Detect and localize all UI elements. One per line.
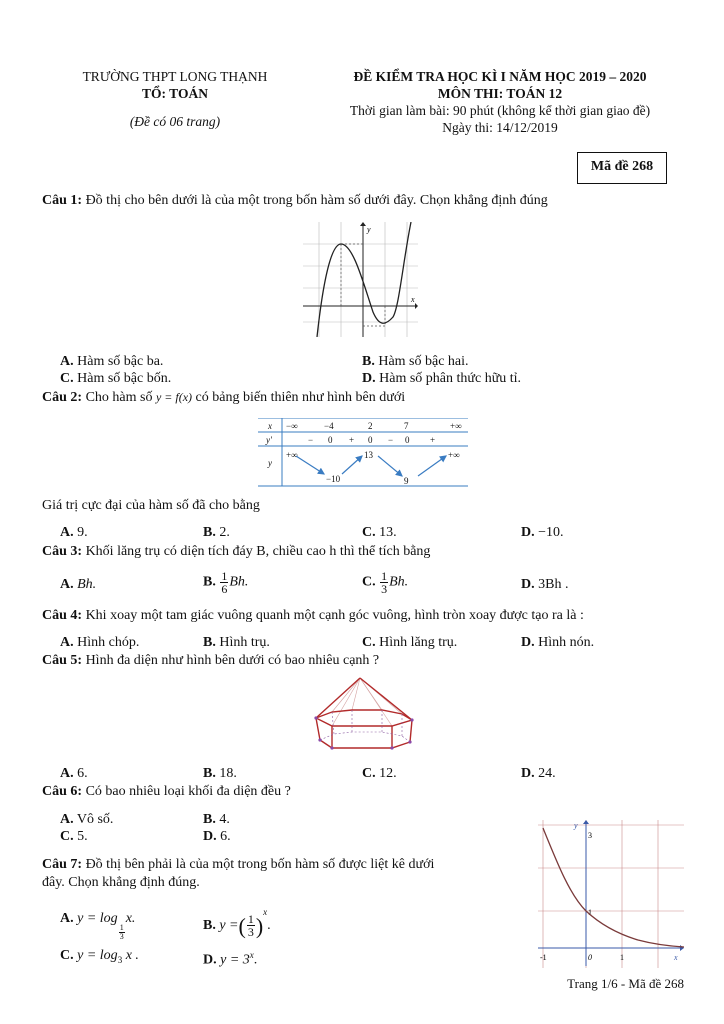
y-value: +∞ (286, 450, 298, 460)
question-6: Câu 6: Có bao nhiêu loại khối đa diện đều ? (42, 784, 291, 799)
q7-exponential-graph (538, 820, 684, 968)
question-label: Câu 1: (42, 193, 83, 208)
table-y-label: y (268, 458, 272, 468)
tick-label: 0 (588, 953, 592, 962)
x-value: 7 (404, 421, 409, 431)
q4-option-c[interactable]: C. Hình lăng trụ. (362, 635, 458, 650)
cubic-curve (317, 222, 411, 337)
question-2-prompt: Giá trị cực đại của hàm số đã cho bằng (42, 498, 260, 513)
q4-option-d[interactable]: D. Hình nón. (521, 635, 595, 650)
graph-grid (538, 820, 684, 968)
q5-option-c[interactable]: C. 12. (362, 766, 397, 781)
q4-option-a[interactable]: A. Hình chóp. (60, 635, 140, 650)
q1-cubic-graph (303, 222, 418, 337)
q3-option-d[interactable]: D. 3Bh . (521, 577, 569, 592)
q5-polyhedron-figure (310, 676, 418, 752)
question-3: Câu 3: Khối lăng trụ có diện tích đáy B, chiều cao h thì thể tích bằng (42, 544, 431, 559)
sign: 0 (368, 435, 373, 445)
sign: + (430, 435, 436, 445)
prism-edges (316, 678, 412, 748)
q2-option-a[interactable]: A. 9. (60, 525, 88, 540)
tick-label: 1 (588, 908, 592, 917)
log-base-fraction: $\frac{1}{3}$ (119, 923, 124, 941)
sign: + (349, 435, 355, 445)
exam-time: Thời gian làm bài: 90 phút (không kể thời gian giao đề) (349, 103, 651, 118)
table-x-label: x (268, 421, 272, 431)
exponential-curve (543, 828, 684, 947)
y-value: 9 (404, 476, 409, 486)
q6-option-d[interactable]: D. 6. (203, 829, 231, 844)
tick-label: 1 (620, 953, 624, 962)
q3-option-a[interactable]: A. Bh. (60, 577, 97, 592)
q2-option-d[interactable]: D. −10. (521, 525, 564, 540)
pages-note: (Đề có 06 trang) (129, 114, 221, 129)
x-value: +∞ (450, 421, 462, 431)
x-axis-label: x (411, 295, 415, 304)
question-4: Câu 4: Khi xoay một tam giác vuông quanh một cạnh góc vuông, hình tròn xoay được tạo ra là : (42, 608, 584, 623)
tick-label: -1 (540, 953, 547, 962)
x-value: −∞ (286, 421, 298, 431)
sign: 0 (405, 435, 410, 445)
exam-title: ĐỀ KIỂM TRA HỌC KÌ I NĂM HỌC 2019 – 2020 (353, 69, 647, 84)
q7-option-a[interactable]: A. y = log $\frac{1}{3}$ x. (60, 911, 136, 941)
fraction: $\frac{1}{6}$ (221, 569, 228, 596)
q7-option-c[interactable]: C. $y = \log_3 x$ . (60, 948, 139, 965)
y-value: −10 (326, 474, 341, 484)
y-axis-label: y (574, 821, 578, 830)
q3-option-b[interactable]: B. $\frac{1}{6}$ Bh. (203, 569, 249, 596)
question-7: Câu 7: Đồ thị bên phải là của một trong bốn hàm số được liệt kê dưới (42, 857, 435, 872)
question-5: Câu 5: Hình đa diện như hình bên dưới có bao nhiêu cạnh ? (42, 653, 380, 668)
x-value: −4 (324, 421, 334, 431)
question-1 (42, 192, 702, 210)
exam-subject: MÔN THI: TOÁN 12 (437, 86, 563, 101)
table-dy-label: y' (266, 435, 272, 445)
q6-option-b[interactable]: B. 4. (203, 812, 230, 827)
fraction: $\frac{1}{3}$ (247, 912, 254, 940)
exam-date: Ngày thi: 14/12/2019 (442, 120, 558, 135)
graph-grid (303, 222, 418, 337)
y-value: 13 (364, 450, 373, 460)
sign: − (308, 435, 314, 445)
x-axis-label: x (674, 953, 678, 962)
q2-option-b[interactable]: B. 2. (203, 525, 230, 540)
q3-option-c[interactable]: C. $\frac{1}{3}$ Bh. (362, 569, 409, 596)
page-footer: Trang 1/6 - Mã đề 268 (567, 976, 684, 991)
sign: 0 (328, 435, 333, 445)
q2-option-c[interactable]: C. 13. (362, 525, 397, 540)
q4-option-b[interactable]: B. Hình trụ. (203, 635, 270, 650)
q6-option-a[interactable]: A. Vô số. (60, 812, 114, 827)
department: TỔ: TOÁN (142, 86, 208, 101)
vertex-dots (314, 716, 413, 749)
q1-option-b[interactable]: B. Hàm số bậc hai. (362, 354, 469, 369)
y-axis-label: y (367, 225, 371, 234)
q5-option-b[interactable]: B. 18. (203, 766, 237, 781)
q1-option-d[interactable]: D. Hàm số phân thức hữu tỉ. (362, 371, 522, 386)
q5-option-a[interactable]: A. 6. (60, 766, 88, 781)
q1-option-c[interactable]: C. Hàm số bậc bốn. (60, 371, 172, 386)
pyramid-edges (316, 678, 412, 726)
x-value: 2 (368, 421, 373, 431)
question-text: Đồ thị cho bên dưới là của một trong bốn hàm số dưới đây. Chọn khẳng định đúng (85, 193, 548, 208)
y-value: +∞ (448, 450, 460, 460)
question-2: Câu 2: Cho hàm số y = f(x) có bảng biến thiên như hình bên dưới (42, 390, 406, 405)
q6-option-c[interactable]: C. 5. (60, 829, 88, 844)
fraction: $\frac{1}{3}$ (381, 569, 388, 596)
question-7-line2: đây. Chọn khẳng định đúng. (42, 875, 200, 890)
q1-option-a[interactable]: A. Hàm số bậc ba. (60, 354, 164, 369)
math-function: y = f(x) (155, 390, 193, 404)
exam-code-box: Mã đề 268 (577, 152, 667, 184)
tick-label: 3 (588, 831, 592, 840)
variation-table (258, 418, 468, 488)
q7-option-b[interactable]: B. y =( $\frac{1}{3}$ )$^x$. (203, 907, 271, 940)
sign: − (388, 435, 394, 445)
q5-option-d[interactable]: D. 24. (521, 766, 556, 781)
school-name: TRƯỜNG THPT LONG THẠNH (82, 69, 268, 84)
q7-option-d[interactable]: D. $y = 3^x$. (203, 950, 258, 968)
